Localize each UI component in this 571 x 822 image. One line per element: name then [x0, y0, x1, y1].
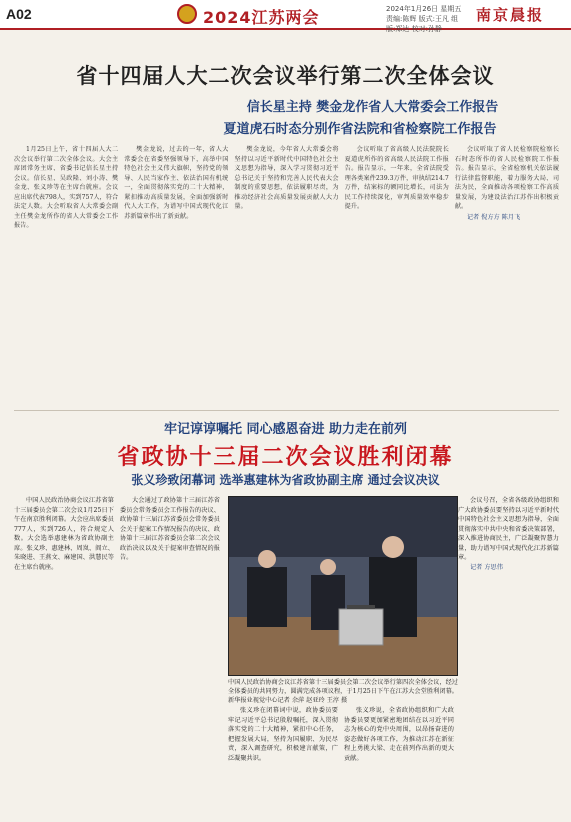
story1-column-3: 樊金龙说，今年省人大常委会将坚持以习近平新时代中国特色社会主义思想为指导，深入学习贯彻习近平总书记关于坚持和完善人民代表大会制度的重要思想，依法履职尽责，为推动经济社会高质量发展贡献人大力量。 [234, 146, 339, 210]
subhead-story1-a: 信长星主持 樊金龙作省人大常委会工作报告 [246, 100, 499, 115]
story2-column-1: 中国人民政治协商会议江苏省第十三届委员会第二次会议1月25日下午在南京胜利闭幕。大会应出席委员777人，实到726人，符合规定人数。大会选举惠建林为省政协副主席。张义珍、惠建林、周岚、阎立、朱晓进、王燕文、麻建国、洪慧民等在主席台就座。 [14, 497, 114, 571]
subhead-story2: 张义珍致闭幕词 选举惠建林为省政协副主席 通过会议决议 [131, 473, 440, 487]
story2-byline: 记者 方思伟 [470, 563, 503, 571]
issue-date: 2024年1月26日 星期五 责编:陈辉 版式:王凡 组版:郑达 校对:孙静 [386, 5, 462, 33]
story2-column-2: 大会通过了政协第十三届江苏省委员会常务委员会工作报告的决议、政协第十三届江苏省委员会常务委员会关于提案工作情况报告的决议、政协第十三届江苏省委员会第二次会议政治决议以及关于提案审查情况的报告。 [120, 497, 220, 561]
subhead-story1-b: 夏道虎石时态分别作省法院和省检察院工作报告 [223, 122, 497, 137]
emblem-icon [177, 4, 197, 24]
section-divider [14, 410, 559, 411]
page-number: A02 [6, 6, 32, 22]
story1-column-4: 会议听取了省高级人民法院院长夏道虎所作的省高级人民法院工作报告。报告显示，一年来，全省法院受理各类案件239.3万件，审执结214.7万件，结案标的额同比增长，司法为民工作持续深化，审判质量效率稳步提升。 [344, 146, 449, 210]
story2-column-5: 会议号召，全省各级政协组织和广大政协委员要坚持以习近平新时代中国特色社会主义思想为指导，全面贯彻落实中共中央和省委决策部署，深入推进协商民主，广泛凝聚智慧力量，助力谱写中国式现代化江苏新篇章。 记者 方思伟 [458, 497, 559, 571]
story1-byline: 记者 倪方方 陈月飞 [466, 213, 521, 221]
news-photo [228, 496, 458, 676]
masthead [0, 0, 571, 33]
newspaper-logo: 南京晨报 [476, 6, 545, 24]
kicker-story2: 牢记谆谆嘱托 同心感恩奋进 助力走在前列 [163, 422, 408, 437]
story2-column-4: 张义珍说，全省政协组织和广大政协委员要更加紧密地团结在以习近平同志为核心的党中央周围，以昂扬奋进的姿态做好各项工作，为推动江苏在新征程上勇挑大梁、走在前列作出新的更大贡献。 [344, 707, 454, 762]
story1-column-5: 会议听取了省人民检察院检察长石时态所作的省人民检察院工作报告。报告显示，全省检察机关依法履行法律监督职能，着力服务大局、司法为民，全面推动各项检察工作高质量发展，为建设法治江苏作出积极贡献。 记者 倪方方 陈月飞 [454, 146, 560, 221]
story1-column-1: 1月25日上午，省十四届人大二次会议举行第二次全体会议。大会主席团常务主席、省委书记信长星主持会议。信长星、吴政隆、刘小涛、樊金龙、张义珍等在主席台就座。会议应出席代表798人，实到757人，符合法定人数。大会听取省人大常委会副主任樊金龙所作的省人大常委会工作报告。 [14, 146, 119, 229]
section-title: 2024江苏两会 [203, 8, 320, 27]
headline-story2: 省政协十三届二次会议胜利闭幕 [117, 445, 454, 470]
story1-column-2: 樊金龙说，过去的一年，省人大常委会在省委坚强领导下，高举中国特色社会主义伟大旗帜，坚持党的领导、人民当家作主、依法治国有机统一，全面贯彻落实党的二十大精神，紧扣推动高质量发展，全面加强新时代人大工作，为谱写中国式现代化江苏新篇章作出了新贡献。 [124, 146, 229, 220]
story2-column-3: 张义珍在闭幕词中说，政协委员要牢记习近平总书记殷殷嘱托，深入贯彻落实党的二十大精神，紧扣中心任务，把握发展大局，坚持为国履职、为民尽责，深入调查研究，积极建言献策，广泛凝聚共识。 [228, 707, 338, 762]
headline-story1: 省十四届人大二次会议举行第二次全体会议 [76, 64, 495, 88]
photo-caption: 中国人民政治协商会议江苏省第十三届委员会第二次会议举行第四次全体会议，经过全体委员的共同努力，圆满完成各项议程，于1月25日下午在江苏大会堂胜利闭幕。 新华报业视觉中心记者 余萍 赵亚玲 王淳 摄 [228, 679, 458, 704]
story1-body [14, 145, 559, 403]
